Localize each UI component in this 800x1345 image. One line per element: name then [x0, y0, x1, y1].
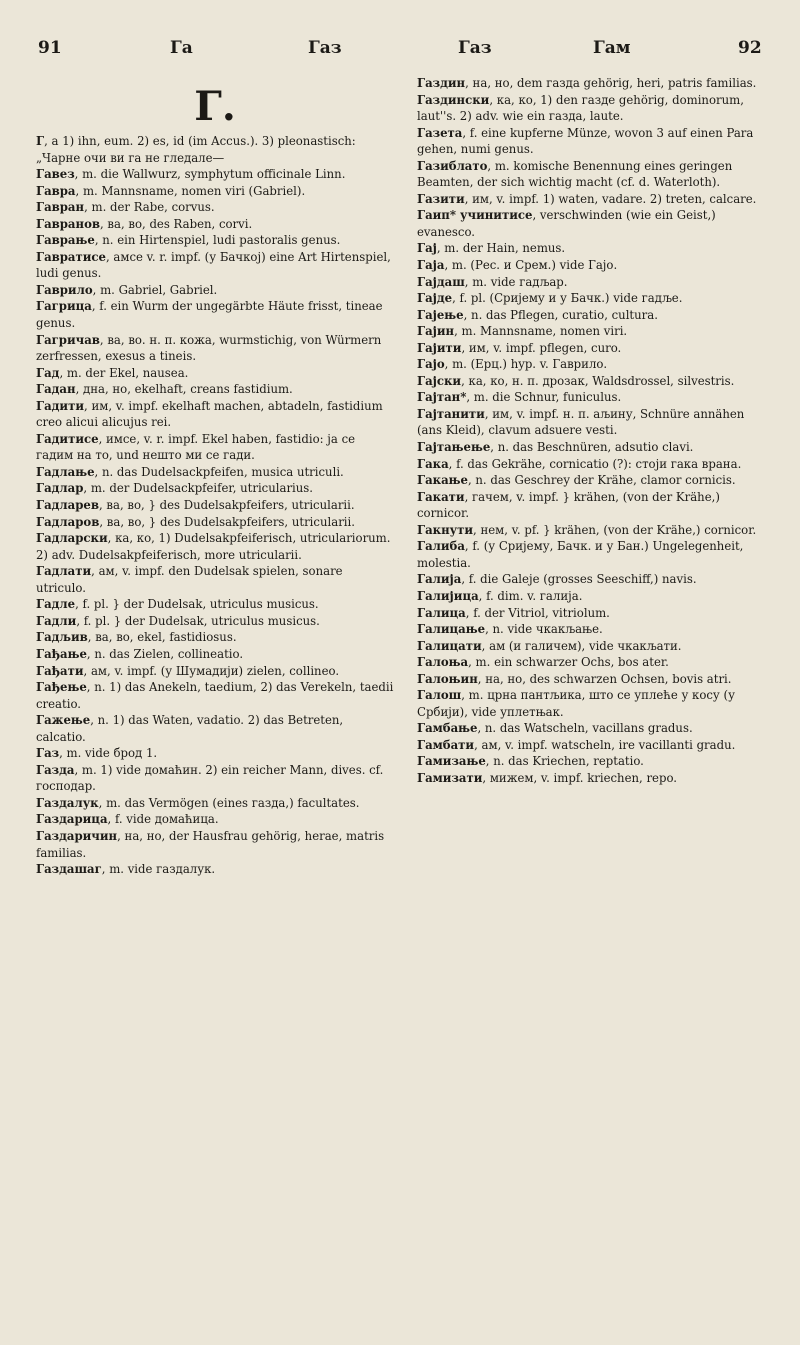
- entry-headword: Гадле: [36, 597, 76, 612]
- entry-headword: Газ: [36, 746, 60, 761]
- dictionary-entry: Гагрица, f. ein Wurm der ungegärbte Häute frisst, tineae genus.: [36, 299, 383, 331]
- dictionary-entry: Гавратисе, амсе v. r. impf. (у Бачкој) eine Art Hirtenspiel, ludi genus.: [36, 249, 391, 281]
- entry-headword: Гадларски: [36, 531, 108, 546]
- entry-headword: Гадљив: [36, 630, 88, 645]
- entry-headword: Газити: [417, 191, 465, 206]
- entry-headword: Галија: [417, 572, 462, 587]
- dictionary-entry: Гаврило, m. Gabriel, Gabriel.: [36, 282, 218, 297]
- dictionary-entry: Гавра, m. Mannsname, nomen viri (Gabriel).: [36, 183, 306, 198]
- entry-headword: Гамизање: [417, 754, 486, 769]
- entry-headword: Гажење: [36, 713, 91, 728]
- entry-headword: Гајо: [417, 357, 445, 372]
- entry-headword: Газдински: [417, 92, 490, 107]
- entry-headword: Галоња: [417, 655, 469, 670]
- dictionary-entry: Гајтанити, им, v. impf. н. п. аљину, Schnüre annähen (ans Kleid), clavum adsuere vesti.: [417, 406, 745, 438]
- dictionary-entry: Газ, m. vide брод 1.: [36, 746, 158, 761]
- left-guideword-last: Газ: [308, 38, 342, 58]
- dictionary-entry: Гадларев, ва, во, } des Dudelsakpfeifers, utricularii.: [36, 498, 355, 513]
- dictionary-entry: Гамизати, мижем, v. impf. kriechen, repo.: [417, 770, 677, 785]
- entry-headword: Галијица: [417, 588, 479, 603]
- dictionary-entry: Галица, f. der Vitriol, vitriolum.: [417, 605, 610, 620]
- dictionary-entry: Гамбање, n. das Watscheln, vacillans gradus.: [417, 721, 693, 736]
- entry-headword: Гајдаш: [417, 274, 465, 289]
- entry-headword: Гаја: [417, 258, 445, 273]
- dictionary-entry: Галош, m. црна пантљика, што се уплеће у косу (у Србији), vide уплетњак.: [417, 688, 735, 719]
- left-column: [36, 75, 394, 878]
- dictionary-entry: Гаја, m. (Рес. и Срем.) vide Гајо.: [417, 258, 618, 273]
- dictionary-entry: Гајдаш, m. vide гадљар.: [417, 274, 568, 289]
- dictionary-entry: Гавез, m. die Wallwurz, symphytum officinale Linn.: [36, 167, 346, 182]
- entry-headword: Гакати: [417, 489, 465, 504]
- entry-headword: Гајтанити: [417, 406, 485, 421]
- dictionary-entry: Галиба, f. (у Сријему, Бачк. и у Бан.) Ungelegenheit, molestia.: [417, 539, 744, 570]
- dictionary-entry: Гамизање, n. das Kriechen, reptatio.: [417, 754, 644, 769]
- dictionary-entry: Газдин, на, но, dem газда gehörig, heri, patris familias.: [417, 76, 757, 90]
- entry-headword: Газдашаг: [36, 862, 102, 877]
- dictionary-entry: Гађење, n. 1) das Anekeln, taedium, 2) das Verekeln, taedii creatio.: [36, 680, 394, 711]
- entry-headword: Газдин: [417, 76, 466, 90]
- entry-headword: Гадлар: [36, 481, 84, 496]
- entry-headword: Г: [36, 134, 45, 148]
- entry-headword: Гавранов: [36, 216, 100, 231]
- entry-headword: Гадлати: [36, 564, 92, 579]
- right-page-number: 92: [738, 38, 762, 58]
- dictionary-entry: Г, а 1) ihn, eum. 2) es, id (im Accus.). 3) pleonastisch: „Чарне очи ви га не гледале—: [36, 134, 356, 165]
- entry-headword: Гавран: [36, 200, 85, 215]
- dictionary-entry: Галоња, m. ein schwarzer Ochs, bos ater.: [417, 655, 669, 670]
- entry-headword: Газиблато: [417, 158, 488, 173]
- entry-headword: Гађање: [36, 646, 87, 661]
- right-column: [417, 75, 771, 787]
- dictionary-entry: Гајтањење, n. das Beschnüren, adsutio clavi.: [417, 440, 694, 455]
- page-header: [0, 38, 800, 68]
- dictionary-entry: Гајде, f. pl. (Сријему и у Бачк.) vide гадље.: [417, 291, 683, 306]
- dictionary-entry: Гадлање, n. das Dudelsackpfeifen, musica utriculi.: [36, 464, 344, 479]
- dictionary-entry: Гадларски, ка, ко, 1) Dudelsakpfeiferisch, utriculariorum. 2) adv. Dudelsakpfeiferisch, more utricularii.: [36, 531, 391, 562]
- dictionary-entry: Газдински, ка, ко, 1) den газде gehörig, dominorum, laut''s. 2) adv. wie ein газда, laute.: [417, 92, 744, 124]
- dictionary-entry: Гајење, n. das Pflegen, curatio, cultura.: [417, 307, 658, 322]
- dictionary-entry: Гајо, m. (Ерц.) hyp. v. Гаврило.: [417, 357, 608, 372]
- dictionary-entry: Гадле, f. pl. } der Dudelsak, utriculus musicus.: [36, 597, 319, 612]
- dictionary-entry: Галицати, ам (и галичем), vide чкакљати.: [417, 638, 682, 653]
- entry-headword: Галиба: [417, 539, 465, 554]
- dictionary-entry: Гад, m. der Ekel, nausea.: [36, 365, 189, 380]
- dictionary-entry: Гавран, m. der Rabe, corvus.: [36, 200, 215, 215]
- entry-headword: Газдаричин: [36, 828, 118, 843]
- section-letter: Г.: [194, 83, 236, 130]
- dictionary-entry: Гака, f. das Gekrähe, cornicatio (?): стоји гака врана.: [417, 456, 742, 471]
- dictionary-entry: Гадити, им, v. impf. ekelhaft machen, abtadeln, fastidium creo alicui alicujus rei.: [36, 398, 383, 430]
- entry-headword: Гајде: [417, 291, 453, 306]
- dictionary-entry: Гакати, гачем, v. impf. } krähen, (von der Krähe,) cornicor.: [417, 489, 720, 521]
- dictionary-entry: Гајити, им, v. impf. pflegen, curo.: [417, 340, 622, 355]
- entry-headword: Гајски: [417, 373, 462, 388]
- entry-headword: Газета: [417, 125, 463, 140]
- dictionary-entry: Гажење, n. 1) das Waten, vadatio. 2) das Betreten, calcatio.: [36, 713, 344, 744]
- entry-headword: Галицање: [417, 622, 486, 637]
- entry-headword: Гад: [36, 365, 60, 380]
- dictionary-entry: Гадљив, ва, во, ekel, fastidiosus.: [36, 630, 237, 645]
- entry-headword: Гадли: [36, 613, 77, 628]
- entry-headword: Гадларев: [36, 498, 99, 513]
- left-page-number: 91: [38, 38, 62, 58]
- entry-headword: Гаврило: [36, 282, 93, 297]
- right-guideword-first: Газ: [458, 38, 492, 58]
- dictionary-entry: Гајски, ка, ко, н. п. дрозак, Waldsdrossel, silvestris.: [417, 373, 735, 388]
- dictionary-entry: Гаип* учинитисе, verschwinden (wie ein Geist,) evanesco.: [417, 208, 716, 239]
- entry-headword: Гађење: [36, 680, 87, 695]
- dictionary-entry: Газда, m. 1) vide домаћин. 2) ein reicher Mann, dives. cf. господар.: [36, 762, 384, 794]
- left-entries: [36, 133, 394, 878]
- dictionary-entry: Галоњин, на, но, des schwarzen Ochsen, bovis atri.: [417, 671, 732, 686]
- dictionary-entry: Гадан, дна, но, ekelhaft, creans fastidium.: [36, 382, 293, 397]
- entry-headword: Гакање: [417, 473, 468, 488]
- dictionary-entry: Газдаричин, на, но, der Hausfrau gehörig, herae, matris familias.: [36, 828, 385, 860]
- entry-headword: Газдарица: [36, 812, 108, 827]
- right-guideword-last: Гам: [593, 38, 631, 58]
- entry-headword: Галоњин: [417, 671, 478, 686]
- entry-headword: Гађати: [36, 663, 84, 678]
- dictionary-entry: Гамбати, ам, v. impf. watscheln, ire vacillanti gradu.: [417, 737, 736, 752]
- entry-headword: Галицати: [417, 638, 482, 653]
- dictionary-entry: Гавранов, ва, во, des Raben, corvi.: [36, 216, 253, 231]
- entry-headword: Гаврање: [36, 233, 95, 248]
- entry-headword: Гакнути: [417, 522, 474, 537]
- entry-headword: Гавра: [36, 183, 76, 198]
- left-guideword-first: Га: [170, 38, 193, 58]
- dictionary-entry: Галија, f. die Galeje (grosses Seeschiff,) navis.: [417, 572, 697, 587]
- entry-headword: Гадларов: [36, 514, 100, 529]
- dictionary-entry: Газдалук, m. das Vermögen (eines газда,) facultates.: [36, 795, 360, 810]
- dictionary-entry: Гадли, f. pl. } der Dudelsak, utriculus musicus.: [36, 613, 320, 628]
- dictionary-entry: Гакање, n. das Geschrey der Krähe, clamor cornicis.: [417, 473, 736, 488]
- entry-headword: Галош: [417, 688, 462, 703]
- dictionary-entry: Газдарица, f. vide домаћица.: [36, 812, 219, 827]
- entry-headword: Гагричав: [36, 332, 100, 347]
- entry-headword: Гај: [417, 241, 437, 256]
- dictionary-entry: Гадлати, ам, v. impf. den Dudelsak spielen, sonare utriculo.: [36, 564, 343, 595]
- dictionary-entry: Газдашаг, m. vide газдалук.: [36, 862, 216, 877]
- entry-headword: Гадити: [36, 398, 85, 413]
- entry-headword: Гамизати: [417, 770, 483, 785]
- dictionary-entry: Газета, f. eine kupferne Münze, wovon 3 auf einen Para gehen, numi genus.: [417, 125, 754, 157]
- dictionary-entry: Гадитисе, имсе, v. r. impf. Ekel haben, fastidio: ја се гадим на то, und нешто ми се гади.: [36, 431, 356, 463]
- entry-headword: Гадлање: [36, 464, 95, 479]
- dictionary-entry: Гај, m. der Hain, nemus.: [417, 241, 566, 256]
- dictionary-entry: Гајин, m. Mannsname, nomen viri.: [417, 324, 628, 339]
- entry-headword: Гајин: [417, 324, 455, 339]
- dictionary-entry: Гадларов, ва, во, } des Dudelsakpfeifers, utricularii.: [36, 514, 355, 529]
- dictionary-entry: Гадлар, m. der Dudelsackpfeifer, utricularius.: [36, 481, 314, 496]
- entry-headword: Гајтањење: [417, 440, 491, 455]
- dictionary-entry: Гађати, ам, v. impf. (у Шумадији) zielen, collineo.: [36, 663, 340, 678]
- entry-headword: Гајити: [417, 340, 462, 355]
- dictionary-entry: Газити, им, v. impf. 1) waten, vadare. 2) treten, calcare.: [417, 191, 757, 206]
- dictionary-entry: Галицање, n. vide чкакљање.: [417, 622, 603, 637]
- entry-headword: Гагрица: [36, 299, 92, 314]
- entry-headword: Газда: [36, 762, 75, 777]
- dictionary-entry: Гагричав, ва, во. н. п. кожа, wurmstichig, von Würmern zerfressen, exesus a tineis.: [36, 332, 382, 364]
- entry-headword: Гајење: [417, 307, 464, 322]
- entry-headword: Гамбати: [417, 737, 475, 752]
- entry-headword: Гаип* учинитисе: [417, 208, 533, 223]
- entry-headword: Газдалук: [36, 795, 99, 810]
- dictionary-entry: Гајтан*, m. die Schnur, funiculus.: [417, 390, 622, 405]
- entry-headword: Гавез: [36, 167, 75, 182]
- entry-headword: Гавратисе: [36, 249, 106, 264]
- dictionary-entry: Гаврање, n. ein Hirtenspiel, ludi pastoralis genus.: [36, 233, 341, 248]
- entry-headword: Галица: [417, 605, 466, 620]
- dictionary-entry: Гакнути, нем, v. pf. } krähen, (von der Krähe,) cornicor.: [417, 522, 757, 537]
- entry-headword: Гака: [417, 456, 449, 471]
- dictionary-entry: Гађање, n. das Zielen, collineatio.: [36, 646, 244, 661]
- dictionary-entry: Газиблато, m. komische Benennung eines geringen Beamten, der sich wichtig macht (cf. d. Waterloth).: [417, 158, 733, 190]
- right-entries: [417, 75, 771, 787]
- entry-headword: Гадитисе: [36, 431, 99, 446]
- dictionary-entry: Галијица, f. dim. v. галија.: [417, 588, 583, 603]
- entry-headword: Гајтан*: [417, 390, 467, 405]
- entry-headword: Гадан: [36, 382, 76, 397]
- entry-headword: Гамбање: [417, 721, 478, 736]
